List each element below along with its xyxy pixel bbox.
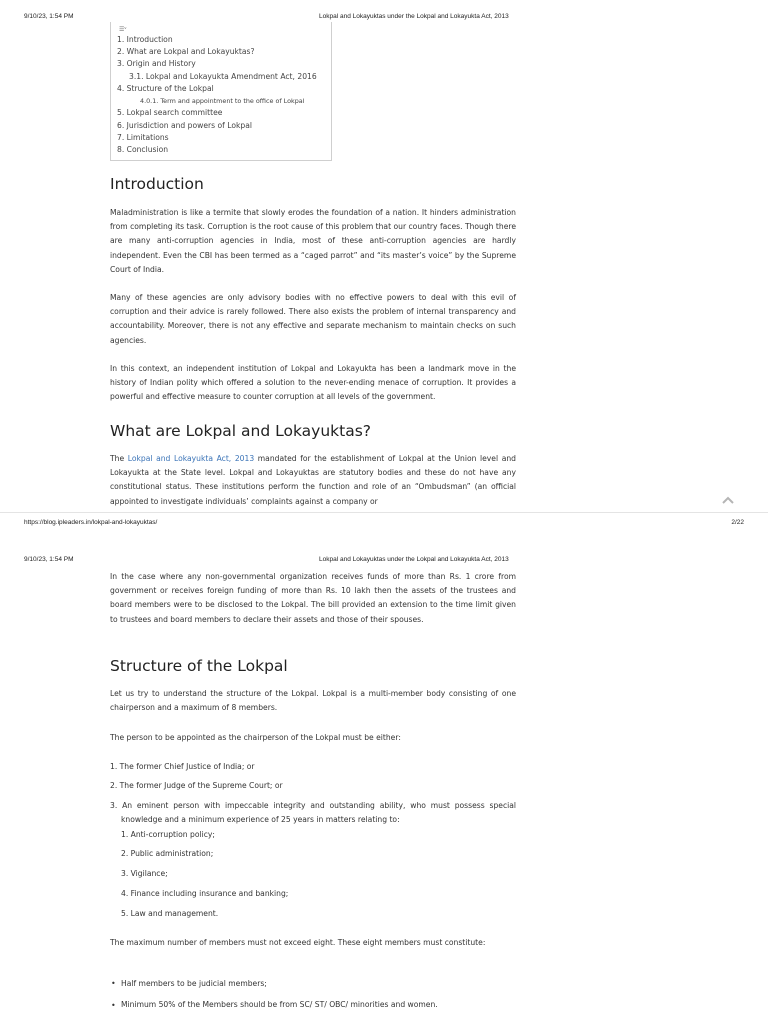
toc-item-origin-history[interactable]: 3. Origin and History [117, 59, 196, 68]
chair-list-item: 3. An eminent person with impeccable integrity and outstanding ability, who must possess special knowledge and a minimum experience of 25 years in matters relating to: [110, 801, 516, 825]
what-are-heading: What are Lokpal and Lokayuktas? [110, 422, 372, 440]
intro-paragraph-3: In this context, an independent institution of Lokpal and Lokayukta has been a landmark move in the history of Indian polity which offered a solution to the never-ending menace of corruption. It provides a powerful and effective measure to counter corruption at all levels of the government. [110, 364, 516, 402]
toc-item-search-committee[interactable]: 5. Lokpal search committee [117, 108, 223, 117]
introduction-heading: Introduction [110, 175, 204, 193]
structure-paragraph: Let us try to understand the structure of the Lokpal. Lokpal is a multi-member body consisting of one chairperson and a maximum of 8 members. [110, 689, 516, 713]
document-title: Lokpal and Lokayuktas under the Lokpal and Lokayukta Act, 2013 [319, 556, 509, 563]
intro-paragraph-2: Many of these agencies are only advisory bodies with no effective powers to deal with this evil of corruption and their advice is rarely followed. There also exists the problem of internal transparency and accountability. Moreover, there is not any effective and separate mechanism to maintain checks on such agencies. [110, 293, 516, 345]
table-of-contents [110, 22, 332, 161]
chairperson-paragraph: The person to be appointed as the chairperson of the Lokpal must be either: [110, 733, 401, 742]
toc-toggle-icon[interactable]: ☰ ᵛ [119, 26, 126, 33]
page-header [0, 556, 768, 566]
document-title: Lokpal and Lokayuktas under the Lokpal and Lokayukta Act, 2013 [319, 13, 509, 20]
toc-item-conclusion[interactable]: 8. Conclusion [117, 145, 169, 154]
bullet-icon: • [111, 979, 116, 988]
ngo-funding-paragraph: In the case where any non-governmental organization receives funds of more than Rs. 1 crore from government or receives foreign funding of more than Rs. 10 lakh then the assets of the trustees and board members were to be disclosed to the Lokpal. The bill provided an extension to the time limit given to trustees and board members to declare their assets and those of their spouses. [110, 572, 516, 624]
what-are-para-prefix: The [110, 454, 128, 463]
footer-page-number: 2/22 [731, 519, 744, 526]
toc-item-term-appointment[interactable]: 4.0.1. Term and appointment to the office of Lokpal [140, 97, 305, 105]
toc-item-limitations[interactable]: 7. Limitations [117, 133, 169, 142]
footer-url: https://blog.ipleaders.in/lokpal-and-lokayuktas/ [24, 519, 158, 526]
toc-item-what-are[interactable]: 2. What are Lokpal and Lokayuktas? [117, 47, 255, 56]
print-date: 9/10/23, 1:54 PM [24, 556, 74, 563]
matters-list-item: 3. Vigilance; [121, 869, 168, 878]
print-date: 9/10/23, 1:54 PM [24, 13, 74, 20]
intro-paragraph-1: Maladministration is like a termite that slowly erodes the foundation of a nation. It hinders administration from completing its task. Corruption is the root cause of this problem that our country faces. Though there are many anti-corruption agencies in India, most of these anti-corruption agencies are hardly independent. Even the CBI has been termed as a “caged parrot” and “its master’s voice” by the Supreme Court of India. [110, 208, 516, 274]
chair-list-item: 1. The former Chief Justice of India; or [110, 762, 255, 771]
toc-item-structure[interactable]: 4. Structure of the Lokpal [117, 84, 214, 93]
bullet-icon: • [111, 1001, 116, 1010]
pdf-page-2 [0, 512, 768, 1024]
matters-list-item: 1. Anti-corruption policy; [121, 830, 215, 839]
matters-list-item: 2. Public administration; [121, 849, 214, 858]
members-list-item: Half members to be judicial members; [121, 979, 267, 988]
chair-list-item: 2. The former Judge of the Supreme Court; or [110, 781, 283, 790]
scroll-to-top-icon[interactable] [720, 493, 736, 507]
toc-item-amendment-act[interactable]: 3.1. Lokpal and Lokayukta Amendment Act, 2016 [129, 72, 317, 81]
act-link[interactable]: Lokpal and Lokayukta Act, 2013 [127, 454, 255, 463]
members-paragraph: The maximum number of members must not exceed eight. These eight members must constitute: [110, 938, 486, 947]
matters-list-item: 5. Law and management. [121, 909, 219, 918]
what-are-paragraph [110, 452, 516, 509]
toc-item-jurisdiction[interactable]: 6. Jurisdiction and powers of Lokpal [117, 121, 252, 130]
members-list-item: Minimum 50% of the Members should be from SC/ ST/ OBC/ minorities and women. [121, 1000, 438, 1009]
what-are-para-rest: mandated for the establishment of Lokpal at the Union level and Lokayukta at the State level. Lokpal and Lokayuktas are statutory bodies and these do not have any constitutional status. These institutions perform the function and role of an “Ombudsman” (an official appointed to investigate individuals’ complaints against a company or [110, 454, 516, 506]
matters-list-item: 4. Finance including insurance and banking; [121, 889, 289, 898]
structure-heading: Structure of the Lokpal [110, 657, 288, 675]
toc-item-introduction[interactable]: 1. Introduction [117, 35, 173, 44]
